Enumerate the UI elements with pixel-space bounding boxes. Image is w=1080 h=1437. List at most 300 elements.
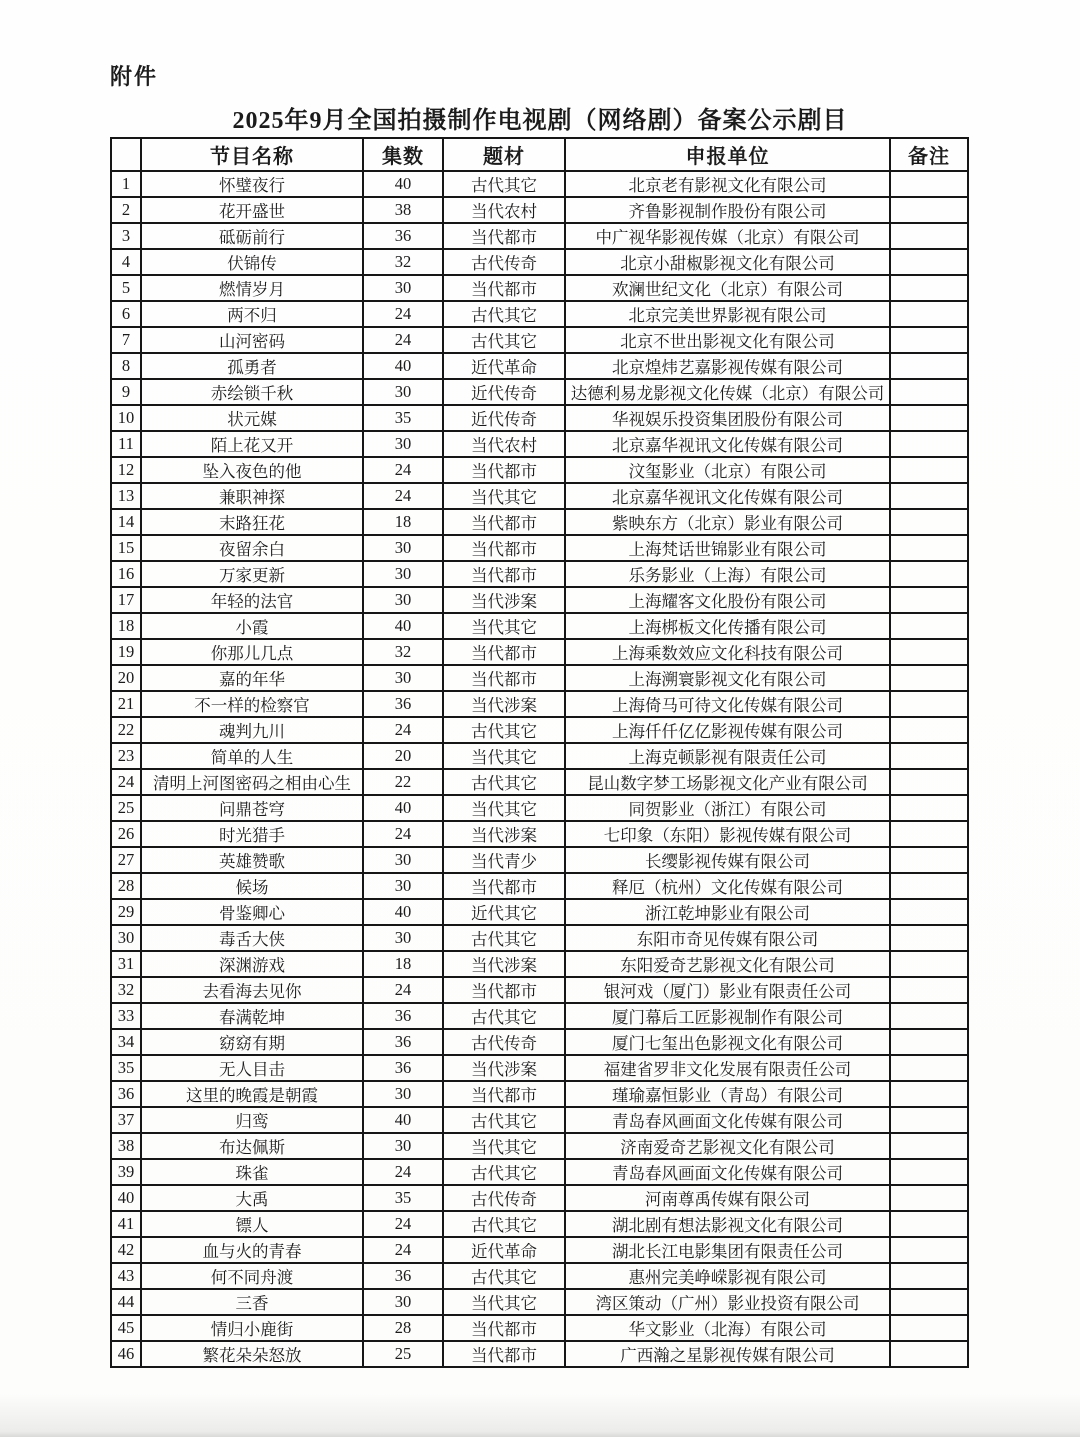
row-number-cell: 38 [111,1133,141,1159]
remark-cell [890,769,968,795]
remark-cell [890,899,968,925]
program-name-cell: 夜留余白 [141,535,363,561]
row-number-cell: 14 [111,509,141,535]
remark-cell [890,353,968,379]
table-row [111,535,968,561]
table-row [111,405,968,431]
episode-count-cell: 36 [363,691,443,717]
row-number-cell: 30 [111,925,141,951]
table-row [111,899,968,925]
program-name-cell: 时光猎手 [141,821,363,847]
company-cell: 瑾瑜嘉恒影业（青岛）有限公司 [565,1081,890,1107]
attachment-label: 附件 [110,64,159,89]
table-row [111,1081,968,1107]
row-number-cell: 16 [111,561,141,587]
company-cell: 欢澜世纪文化（北京）有限公司 [565,275,890,301]
company-cell: 乐务影业（上海）有限公司 [565,561,890,587]
table-row [111,483,968,509]
remark-cell [890,1315,968,1341]
genre-cell: 当代其它 [443,613,565,639]
table-row [111,1211,968,1237]
row-number-cell: 36 [111,1081,141,1107]
company-cell: 北京不世出影视文化有限公司 [565,327,890,353]
company-cell: 北京嘉华视讯文化传媒有限公司 [565,483,890,509]
genre-cell: 古代传奇 [443,1029,565,1055]
program-name-cell: 三香 [141,1289,363,1315]
remark-cell [890,405,968,431]
table-row [111,951,968,977]
genre-cell: 近代革命 [443,353,565,379]
program-name-cell: 问鼎苍穹 [141,795,363,821]
program-name-cell: 不一样的检察官 [141,691,363,717]
genre-cell: 当代其它 [443,1133,565,1159]
table-row [111,301,968,327]
company-cell: 齐鲁影视制作股份有限公司 [565,197,890,223]
company-cell: 北京小甜椒影视文化有限公司 [565,249,890,275]
remark-cell [890,743,968,769]
episode-count-cell: 24 [363,977,443,1003]
company-cell: 上海克顿影视有限责任公司 [565,743,890,769]
remark-cell [890,431,968,457]
remark-cell [890,613,968,639]
program-name-cell: 魂判九川 [141,717,363,743]
remark-cell [890,873,968,899]
company-cell: 北京完美世界影视有限公司 [565,301,890,327]
episode-count-cell: 40 [363,171,443,197]
col-header-company: 申报单位 [565,138,890,171]
row-number-cell: 7 [111,327,141,353]
genre-cell: 当代都市 [443,1081,565,1107]
episode-count-cell: 30 [363,1133,443,1159]
genre-cell: 近代传奇 [443,379,565,405]
remark-cell [890,1159,968,1185]
genre-cell: 古代传奇 [443,1185,565,1211]
program-name-cell: 坠入夜色的他 [141,457,363,483]
table-row [111,847,968,873]
genre-cell: 古代其它 [443,1107,565,1133]
remark-cell [890,951,968,977]
company-cell: 厦门七玺出色影视文化有限公司 [565,1029,890,1055]
row-number-cell: 3 [111,223,141,249]
row-number-cell: 1 [111,171,141,197]
remark-cell [890,1289,968,1315]
remark-cell [890,639,968,665]
genre-cell: 古代其它 [443,171,565,197]
genre-cell: 古代其它 [443,1263,565,1289]
row-number-cell: 35 [111,1055,141,1081]
genre-cell: 古代其它 [443,769,565,795]
table-row [111,275,968,301]
row-number-cell: 9 [111,379,141,405]
row-number-cell: 46 [111,1341,141,1367]
episode-count-cell: 35 [363,1185,443,1211]
table-row [111,1055,968,1081]
row-number-cell: 13 [111,483,141,509]
episode-count-cell: 36 [363,223,443,249]
episode-count-cell: 30 [363,847,443,873]
program-name-cell: 嘉的年华 [141,665,363,691]
company-cell: 青岛春风画面文化传媒有限公司 [565,1107,890,1133]
remark-cell [890,249,968,275]
remark-cell [890,1081,968,1107]
episode-count-cell: 35 [363,405,443,431]
program-name-cell: 孤勇者 [141,353,363,379]
remark-cell [890,457,968,483]
company-cell: 银河戏（厦门）影业有限责任公司 [565,977,890,1003]
program-name-cell: 血与火的青春 [141,1237,363,1263]
table-header-row [111,138,968,171]
episode-count-cell: 24 [363,1211,443,1237]
table-row [111,821,968,847]
row-number-cell: 19 [111,639,141,665]
genre-cell: 当代农村 [443,431,565,457]
episode-count-cell: 40 [363,613,443,639]
remark-cell [890,197,968,223]
episode-count-cell: 30 [363,275,443,301]
episode-count-cell: 38 [363,197,443,223]
episode-count-cell: 30 [363,431,443,457]
row-number-cell: 17 [111,587,141,613]
program-name-cell: 小霞 [141,613,363,639]
episode-count-cell: 30 [363,665,443,691]
table-row [111,795,968,821]
program-name-cell: 春满乾坤 [141,1003,363,1029]
table-row [111,1289,968,1315]
episode-count-cell: 25 [363,1341,443,1367]
table-row [111,327,968,353]
company-cell: 上海乘数效应文化科技有限公司 [565,639,890,665]
table-row [111,223,968,249]
remark-cell [890,223,968,249]
remark-cell [890,1263,968,1289]
company-cell: 中广视华影视传媒（北京）有限公司 [565,223,890,249]
program-name-cell: 清明上河图密码之相由心生 [141,769,363,795]
table-row [111,1159,968,1185]
episode-count-cell: 36 [363,1029,443,1055]
program-name-cell: 归鸾 [141,1107,363,1133]
remark-cell [890,327,968,353]
row-number-cell: 4 [111,249,141,275]
episode-count-cell: 24 [363,821,443,847]
episode-count-cell: 30 [363,587,443,613]
genre-cell: 古代其它 [443,301,565,327]
episode-count-cell: 22 [363,769,443,795]
table-row [111,1029,968,1055]
col-header-remark: 备注 [890,138,968,171]
genre-cell: 当代其它 [443,1289,565,1315]
row-number-cell: 31 [111,951,141,977]
genre-cell: 当代都市 [443,223,565,249]
table-row [111,1263,968,1289]
genre-cell: 当代其它 [443,483,565,509]
program-name-cell: 伏锦传 [141,249,363,275]
company-cell: 释厄（杭州）文化传媒有限公司 [565,873,890,899]
col-header-genre: 题材 [443,138,565,171]
row-number-cell: 32 [111,977,141,1003]
row-number-cell: 27 [111,847,141,873]
filing-table [110,137,969,1368]
episode-count-cell: 40 [363,899,443,925]
row-number-cell: 22 [111,717,141,743]
row-number-cell: 29 [111,899,141,925]
remark-cell [890,171,968,197]
remark-cell [890,1185,968,1211]
row-number-cell: 12 [111,457,141,483]
table-row [111,1133,968,1159]
company-cell: 湾区策动（广州）影业投资有限公司 [565,1289,890,1315]
company-cell: 上海耀客文化股份有限公司 [565,587,890,613]
genre-cell: 古代其它 [443,1211,565,1237]
table-row [111,197,968,223]
episode-count-cell: 18 [363,509,443,535]
row-number-cell: 20 [111,665,141,691]
company-cell: 上海溯寰影视文化有限公司 [565,665,890,691]
company-cell: 北京嘉华视讯文化传媒有限公司 [565,431,890,457]
row-number-cell: 18 [111,613,141,639]
remark-cell [890,717,968,743]
row-number-cell: 24 [111,769,141,795]
episode-count-cell: 24 [363,1237,443,1263]
remark-cell [890,1029,968,1055]
table-row [111,691,968,717]
episode-count-cell: 30 [363,561,443,587]
episode-count-cell: 36 [363,1055,443,1081]
episode-count-cell: 28 [363,1315,443,1341]
row-number-cell: 10 [111,405,141,431]
row-number-cell: 42 [111,1237,141,1263]
genre-cell: 当代都市 [443,561,565,587]
program-name-cell: 花开盛世 [141,197,363,223]
page-title: 2025年9月全国拍摄制作电视剧（网络剧）备案公示剧目 [232,108,848,134]
genre-cell: 当代其它 [443,795,565,821]
table-row [111,873,968,899]
remark-cell [890,275,968,301]
program-name-cell: 英雄赞歌 [141,847,363,873]
episode-count-cell: 40 [363,1107,443,1133]
company-cell: 达德利易龙影视文化传媒（北京）有限公司 [565,379,890,405]
table-row [111,639,968,665]
genre-cell: 当代都市 [443,665,565,691]
company-cell: 惠州完美峥嵘影视有限公司 [565,1263,890,1289]
remark-cell [890,691,968,717]
genre-cell: 当代都市 [443,1315,565,1341]
remark-cell [890,977,968,1003]
company-cell: 华文影业（北海）有限公司 [565,1315,890,1341]
program-name-cell: 候场 [141,873,363,899]
program-name-cell: 无人目击 [141,1055,363,1081]
program-name-cell: 燃情岁月 [141,275,363,301]
genre-cell: 古代其它 [443,1003,565,1029]
remark-cell [890,847,968,873]
row-number-cell: 6 [111,301,141,327]
genre-cell: 古代其它 [443,1159,565,1185]
row-number-cell: 11 [111,431,141,457]
table-row [111,977,968,1003]
remark-cell [890,795,968,821]
table-row [111,457,968,483]
row-number-cell: 34 [111,1029,141,1055]
row-number-cell: 37 [111,1107,141,1133]
company-cell: 长缨影视传媒有限公司 [565,847,890,873]
col-header-episodes: 集数 [363,138,443,171]
table-row [111,665,968,691]
row-number-cell: 43 [111,1263,141,1289]
program-name-cell: 繁花朵朵怒放 [141,1341,363,1367]
remark-cell [890,483,968,509]
table-body [111,171,968,1367]
program-name-cell: 年轻的法官 [141,587,363,613]
program-name-cell: 末路狂花 [141,509,363,535]
remark-cell [890,535,968,561]
table-row [111,769,968,795]
row-number-cell: 26 [111,821,141,847]
program-name-cell: 毒舌大侠 [141,925,363,951]
program-name-cell: 状元媒 [141,405,363,431]
table-row [111,925,968,951]
table-row [111,613,968,639]
table-row [111,743,968,769]
company-cell: 福建省罗非文化发展有限责任公司 [565,1055,890,1081]
row-number-cell: 23 [111,743,141,769]
episode-count-cell: 30 [363,873,443,899]
company-cell: 华视娱乐投资集团股份有限公司 [565,405,890,431]
table-row [111,353,968,379]
row-number-cell: 8 [111,353,141,379]
genre-cell: 近代传奇 [443,405,565,431]
genre-cell: 当代农村 [443,197,565,223]
genre-cell: 当代涉案 [443,821,565,847]
table-row [111,431,968,457]
episode-count-cell: 24 [363,717,443,743]
program-name-cell: 赤绘锁千秋 [141,379,363,405]
program-name-cell: 珠雀 [141,1159,363,1185]
remark-cell [890,1133,968,1159]
company-cell: 河南尊禹传媒有限公司 [565,1185,890,1211]
genre-cell: 当代都市 [443,457,565,483]
genre-cell: 当代都市 [443,535,565,561]
program-name-cell: 镖人 [141,1211,363,1237]
episode-count-cell: 36 [363,1263,443,1289]
company-cell: 七印象（东阳）影视传媒有限公司 [565,821,890,847]
program-name-cell: 窈窈有期 [141,1029,363,1055]
table-row [111,1237,968,1263]
row-number-cell: 15 [111,535,141,561]
table-row [111,561,968,587]
remark-cell [890,1107,968,1133]
company-cell: 紫映东方（北京）影业有限公司 [565,509,890,535]
remark-cell [890,379,968,405]
remark-cell [890,925,968,951]
episode-count-cell: 30 [363,925,443,951]
program-name-cell: 骨鉴卿心 [141,899,363,925]
genre-cell: 当代都市 [443,873,565,899]
company-cell: 上海梆板文化传播有限公司 [565,613,890,639]
program-name-cell: 情归小鹿街 [141,1315,363,1341]
program-name-cell: 布达佩斯 [141,1133,363,1159]
program-name-cell: 山河密码 [141,327,363,353]
remark-cell [890,665,968,691]
program-name-cell: 这里的晚霞是朝霞 [141,1081,363,1107]
row-number-cell: 45 [111,1315,141,1341]
company-cell: 湖北长江电影集团有限责任公司 [565,1237,890,1263]
table-row [111,1341,968,1367]
row-number-cell: 44 [111,1289,141,1315]
table-row [111,379,968,405]
remark-cell [890,1003,968,1029]
table-row [111,249,968,275]
company-cell: 上海倚马可待文化传媒有限公司 [565,691,890,717]
company-cell: 北京老有影视文化有限公司 [565,171,890,197]
col-header-index [111,138,141,171]
episode-count-cell: 20 [363,743,443,769]
program-name-cell: 砥砺前行 [141,223,363,249]
table-row [111,587,968,613]
genre-cell: 当代都市 [443,1341,565,1367]
episode-count-cell: 32 [363,249,443,275]
company-cell: 同贺影业（浙江）有限公司 [565,795,890,821]
program-name-cell: 万家更新 [141,561,363,587]
company-cell: 济南爱奇艺影视文化有限公司 [565,1133,890,1159]
remark-cell [890,1341,968,1367]
col-header-name: 节目名称 [141,138,363,171]
genre-cell: 古代其它 [443,925,565,951]
genre-cell: 古代其它 [443,717,565,743]
program-name-cell: 去看海去见你 [141,977,363,1003]
program-name-cell: 两不归 [141,301,363,327]
table-row [111,717,968,743]
remark-cell [890,587,968,613]
company-cell: 汶玺影业（北京）有限公司 [565,457,890,483]
program-name-cell: 大禹 [141,1185,363,1211]
episode-count-cell: 30 [363,1289,443,1315]
row-number-cell: 41 [111,1211,141,1237]
remark-cell [890,509,968,535]
genre-cell: 当代其它 [443,743,565,769]
table-row [111,171,968,197]
program-name-cell: 深渊游戏 [141,951,363,977]
episode-count-cell: 24 [363,327,443,353]
genre-cell: 当代涉案 [443,1055,565,1081]
remark-cell [890,1237,968,1263]
program-name-cell: 你那儿几点 [141,639,363,665]
row-number-cell: 2 [111,197,141,223]
table-row [111,1185,968,1211]
table-row [111,509,968,535]
episode-count-cell: 30 [363,379,443,405]
remark-cell [890,301,968,327]
row-number-cell: 40 [111,1185,141,1211]
episode-count-cell: 24 [363,1159,443,1185]
company-cell: 厦门幕后工匠影视制作有限公司 [565,1003,890,1029]
genre-cell: 当代都市 [443,275,565,301]
company-cell: 上海梵话世锦影业有限公司 [565,535,890,561]
company-cell: 湖北剧有想法影视文化有限公司 [565,1211,890,1237]
episode-count-cell: 24 [363,301,443,327]
genre-cell: 当代涉案 [443,951,565,977]
genre-cell: 当代青少 [443,847,565,873]
episode-count-cell: 36 [363,1003,443,1029]
company-cell: 青岛春风画面文化传媒有限公司 [565,1159,890,1185]
program-name-cell: 陌上花又开 [141,431,363,457]
company-cell: 广西瀚之星影视传媒有限公司 [565,1341,890,1367]
company-cell: 东阳市奇见传媒有限公司 [565,925,890,951]
episode-count-cell: 30 [363,1081,443,1107]
episode-count-cell: 40 [363,795,443,821]
genre-cell: 古代其它 [443,327,565,353]
genre-cell: 近代革命 [443,1237,565,1263]
episode-count-cell: 30 [363,535,443,561]
genre-cell: 近代其它 [443,899,565,925]
